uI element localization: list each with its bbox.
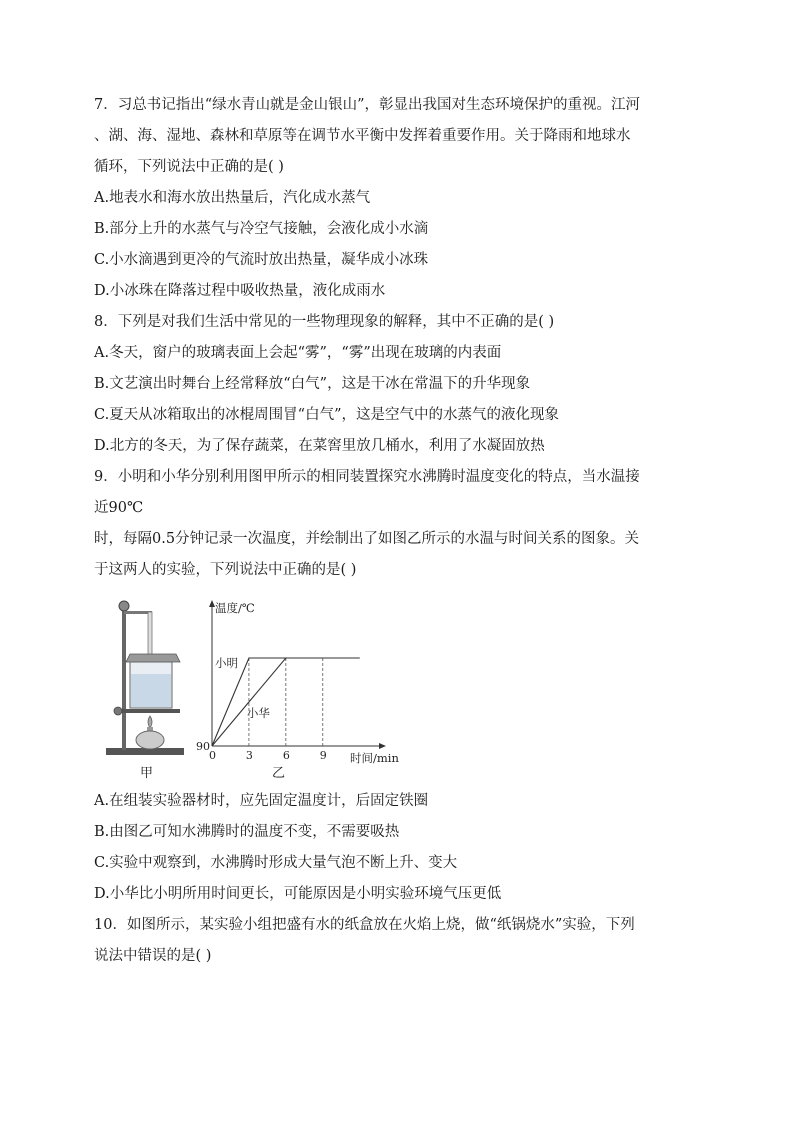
- q7-option-a: A.地表水和海水放出热量后，汽化成水蒸气: [94, 190, 371, 206]
- q8-option-a: A.冬天，窗户的玻璃表面上会起“雾”，“雾”出现在玻璃的内表面: [94, 345, 502, 361]
- x-axis-arrow: [379, 743, 386, 749]
- beaker-lid: [126, 654, 180, 662]
- q8-option-d: D.北方的冬天，为了保存蔬菜，在菜窖里放几桶水，利用了水凝固放热: [94, 438, 545, 454]
- iron-ring: [122, 709, 180, 713]
- q9-stem-line-1: 9．小明和小华分别利用图甲所示的相同装置探究水沸腾时温度变化的特点，当水温接: [94, 469, 640, 485]
- series-line-1: [212, 658, 360, 746]
- y-axis-label: 温度/℃: [215, 601, 255, 615]
- series-label-xiaoming: 小明: [215, 656, 238, 670]
- beaker-water: [131, 674, 171, 707]
- ring-clamp-knob: [114, 707, 122, 715]
- x-axis-label: 时间/min: [350, 751, 399, 765]
- exam-page: [94, 90, 704, 972]
- q8-stem: 8．下列是对我们生活中常见的一些物理现象的解释，其中不正确的是( ): [94, 314, 555, 330]
- caption-yi: 乙: [272, 766, 286, 781]
- q8-option-c: C.夏天从冰箱取出的冰棍周围冒“白气”，这是空气中的水蒸气的液化现象: [94, 407, 560, 423]
- y-tick-label: 90: [196, 740, 210, 753]
- q8-option-b: B.文艺演出时舞台上经常释放“白气”，这是干冰在常温下的升华现象: [94, 376, 531, 392]
- series-line-0: [212, 658, 360, 746]
- series-label-xiaohua: 小华: [246, 706, 270, 720]
- stand-base: [106, 748, 184, 755]
- boiling-apparatus-illustration: [100, 598, 186, 758]
- temperature-time-graph: [196, 596, 399, 765]
- x-tick-label: 0: [209, 749, 216, 762]
- q9-option-b: B.由图乙可知水沸腾时的温度不变，不需要吸热: [94, 824, 400, 840]
- x-tick-label: 9: [319, 749, 327, 762]
- q7-option-b: B.部分上升的水蒸气与冷空气接触，会液化成小水滴: [94, 221, 429, 237]
- q7-stem-line-3: 循环，下列说法中正确的是( ): [94, 159, 284, 175]
- q9-option-d: D.小华比小明所用时间更长，可能原因是小明实验环境气压更低: [94, 886, 502, 902]
- q9-option-c: C.实验中观察到，水沸腾时形成大量气泡不断上升、变大: [94, 855, 458, 871]
- q9-option-a: A.在组装实验器材时，应先固定温度计，后固定铁圈: [94, 793, 429, 809]
- q7-option-c: C.小水滴遇到更冷的气流时放出热量，凝华成小冰珠: [94, 252, 429, 268]
- x-tick-label: 3: [245, 749, 253, 762]
- caption-jia: 甲: [140, 766, 154, 781]
- q9-stem-line-2: 近90℃: [94, 500, 144, 516]
- q10-stem-line-1: 10．如图所示，某实验小组把盛有水的纸盒放在火焰上烧，做“纸锅烧水”实验，下列: [94, 917, 635, 933]
- x-tick-label: 6: [282, 749, 290, 762]
- q7-stem-line-2: 、湖、海、湿地、森林和草原等在调节水平衡中发挥着重要作用。关于降雨和地球水: [94, 128, 631, 144]
- q7-option-d: D.小冰珠在降落过程中吸收热量，液化成雨水: [94, 283, 386, 299]
- flame: [148, 716, 152, 728]
- clamp-knob-top: [119, 601, 129, 611]
- q9-stem-line-3: 时，每隔0.5分钟记录一次温度，并绘制出了如图乙所示的水温与时间关系的图象。关: [94, 531, 640, 547]
- q7-stem-line-1: 7．习总书记指出“绿水青山就是金山银山”，彰显出我国对生态环境保护的重视。江河: [94, 97, 641, 113]
- stand-rod: [122, 602, 126, 750]
- q9-figure: [94, 592, 704, 782]
- q9-stem-line-4: 于这两人的实验，下列说法中正确的是( ): [94, 562, 357, 578]
- q10-stem-line-2: 说法中错误的是( ): [94, 948, 212, 964]
- alcohol-lamp: [136, 731, 164, 749]
